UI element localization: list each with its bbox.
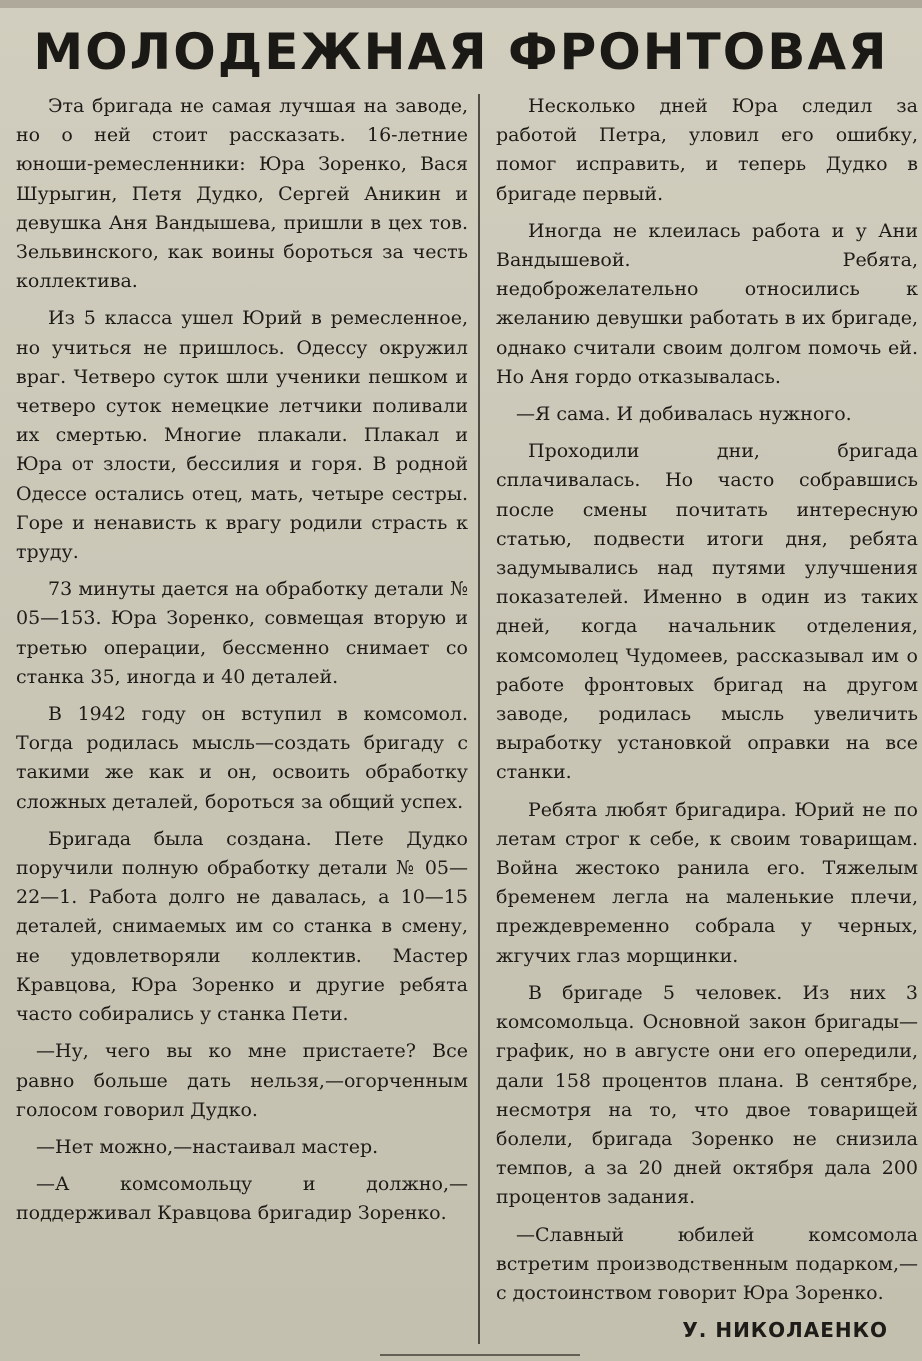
paragraph: В 1942 году он вступил в комсомол. Тогда родилась мысль—создать бригаду с такими же как и он, освоить обработку сложных деталей, бороться за общий успех.: [16, 703, 468, 813]
dialog-line: —Славный юбилей комсомола встретим производственным подарком,—с достоинством говорит Юра Зоренко.: [496, 1223, 918, 1304]
paragraph: 73 минуты дается на обработку детали № 05—153. Юра Зоренко, совмещая вторую и третью операции, бессменно снимает со станка 35, иногда и 40 деталей.: [16, 578, 468, 688]
paragraph: Ребята любят бригадира. Юрий не по летам строг к себе, к своим товарищам. Война жестоко ранила его. Тяжелым бременем легла на маленькие плечи, преждевременно собрала у черных, жгучих глаз морщинки.: [496, 798, 918, 967]
paragraph: Несколько дней Юра следил за работой Петра, уловил его ошибку, помог исправить, и теперь Дудко в бригаде первый.: [496, 95, 918, 205]
paragraph: Бригада была создана. Пете Дудко поручили полную обработку детали № 05—22—1. Работа долго не давалась, а 10—15 деталей, снимаемых им со станка в смену, не удовлетворяли коллектив. Мастер Кравцова, Юра Зоренко и другие ребята часто собирались у станка Пети.: [16, 827, 468, 1026]
dialog-line: —Ну, чего вы ко мне пристаете? Все равно больше дать нельзя,—огорченным голосом говорил Дудко.: [16, 1040, 468, 1121]
paragraph: Иногда не клеилась работа и у Ани Вандышевой. Ребята, недоброжелательно относились к желанию девушки работать в их бригаде, однако считали своим долгом помочь ей. Но Аня гордо отказывалась.: [496, 219, 918, 388]
paragraph: Из 5 класса ушел Юрий в ремесленное, но учиться не пришлось. Одессу окружил враг. Четверо суток шли ученики пешком и четверо суток немецкие летчики поливали их смертью. Многие плакали. Плакал и Юра от злости, бессилия и горя. В родной Одессе остались отец, мать, четыре сестры. Горе и ненависть к врагу родили страсть к труду.: [16, 307, 468, 564]
paragraph: Эта бригада не самая лучшая на заводе, но о ней стоит рассказать. 16-летние юноши-ремесленники: Юра Зоренко, Вася Шурыгин, Петя Дудко, Сергей Аникин и девушка Аня Вандышева, пришли в цех тов. Зельвинского, как воины бороться за честь коллектива.: [16, 95, 468, 293]
column-divider: [478, 94, 480, 1344]
paragraph: В бригаде 5 человек. Из них 3 комсомольца. Основной закон бригады—график, но в августе они его опередили, дали 158 процентов плана. В сентябре, несмотря на то, что двое товарищей болели, бригада Зоренко не снизила темпов, а за 20 дней октября дала 200 процентов задания.: [496, 981, 918, 1209]
top-border: [0, 0, 922, 8]
paragraph: Проходили дни, бригада сплачивалась. Но часто собравшись после смены почитать интересную статью, подвести итоги дня, ребята задумывались над путями улучшения показателей. Именно в один из таких дней, когда начальник отделения, комсомолец Чудомеев, рассказывал им о работе фронтовых бригад на другом заводе, родилась мысль увеличить выработку установкой оправки на все станки.: [496, 440, 918, 784]
left-column: [16, 92, 468, 1354]
dialog-line: —Нет можно,—настаивал мастер.: [36, 1135, 379, 1158]
dialog-line: —Я сама. И добивалась нужного.: [516, 403, 852, 426]
right-column: [496, 92, 918, 1354]
dialog-line: —А комсомольцу и должно,—поддерживал Кравцова бригадир Зоренко.: [16, 1173, 468, 1225]
article-headline: МОЛОДЕЖНАЯ ФРОНТОВАЯ: [33, 23, 889, 81]
author-signature: У. НИКОЛАЕНКО: [682, 1318, 888, 1343]
bottom-rule: [380, 1354, 580, 1356]
